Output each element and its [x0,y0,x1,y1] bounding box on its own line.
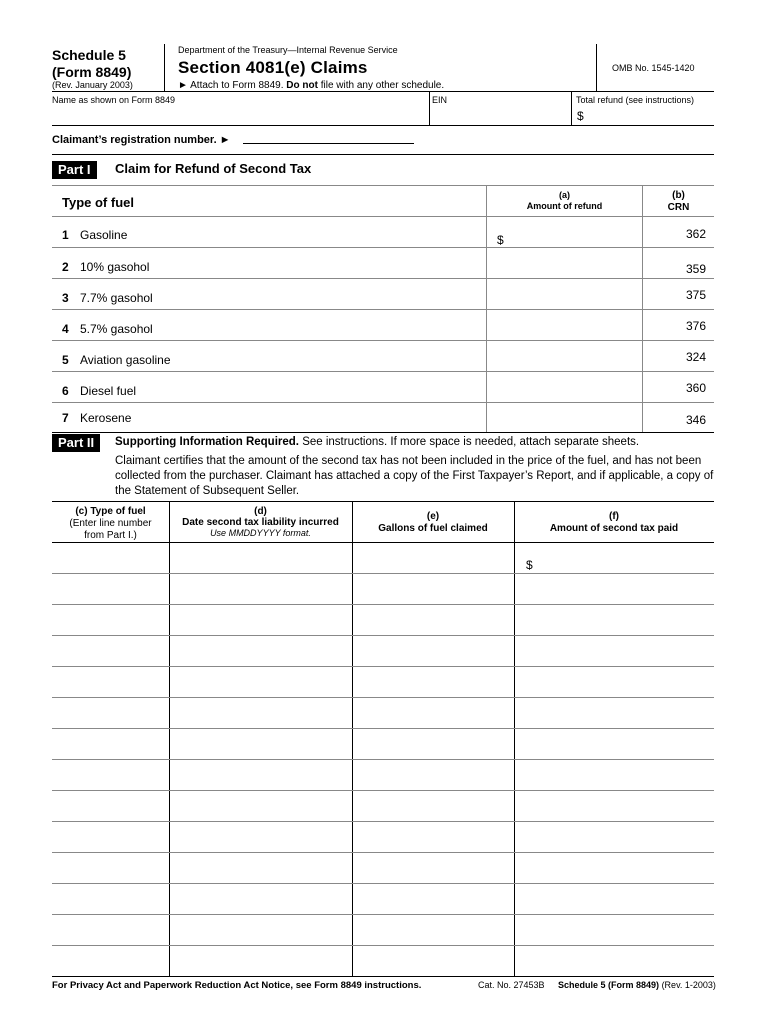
tax-paid-field[interactable] [516,637,712,664]
col-f-header [514,511,714,535]
part-1-header-rule [52,216,714,217]
row-rule [52,852,714,853]
gallons-field[interactable] [354,575,512,602]
header-rule [52,91,714,92]
col-e-title: Gallons of fuel claimed [378,523,488,534]
tax-paid-field[interactable] [516,544,712,571]
col-c-header [52,506,169,542]
fuel-label: Kerosene [80,411,132,425]
schedule-number: Schedule 5 [52,47,126,63]
header-divider-right [596,44,597,91]
name-field[interactable] [52,106,429,124]
crn-value: 324 [685,350,706,364]
total-refund-label: Total refund (see instructions) [576,95,695,105]
fuel-type-field[interactable] [54,792,167,819]
gallons-field[interactable] [354,823,512,850]
gallons-field[interactable] [354,885,512,912]
col-c-sub1: (Enter line number [69,518,152,529]
crn-value: 362 [685,227,706,241]
refund-amount-field[interactable] [488,311,640,339]
attach-suffix: file with any other schedule. [320,80,445,91]
fuel-type-field[interactable] [54,699,167,726]
col-f-letter: (f) [609,511,619,522]
info-rule [52,125,714,126]
part-2-bottom-rule [52,976,714,977]
fuel-label: 5.7% gasohol [80,322,153,336]
tax-paid-field[interactable] [516,823,712,850]
ein-field[interactable] [432,106,570,124]
tax-paid-field[interactable] [516,792,712,819]
col-f-title: Amount of second tax paid [549,523,679,534]
attach-instruction [178,80,444,91]
col-a-label: Amount of refund [526,201,603,211]
tax-paid-field[interactable] [516,854,712,881]
date-field[interactable] [171,544,350,571]
refund-amount-field[interactable] [488,404,640,431]
registration-rule [52,154,714,155]
total-refund-dollar: $ [577,109,584,123]
row-rule [52,309,714,310]
gallons-field[interactable] [354,699,512,726]
line-number: 1 [62,228,69,242]
crn-value: 359 [685,262,706,276]
line-number: 4 [62,322,69,336]
col-b-label: CRN [667,202,690,213]
tax-paid-field[interactable] [516,606,712,633]
row-rule [52,914,714,915]
row-rule [52,821,714,822]
info-divider-2 [571,91,572,125]
col-a-header [487,190,642,212]
footer-schedule-bold: Schedule 5 (Form 8849) [558,980,660,990]
row-rule [52,666,714,667]
info-divider-1 [429,91,430,125]
tax-paid-field[interactable] [516,699,712,726]
part-1-title: Claim for Refund of Second Tax [115,161,312,176]
col-b-header [643,190,714,214]
fuel-type-field[interactable] [54,637,167,664]
refund-amount-field[interactable] [488,249,640,277]
date-field[interactable] [171,637,350,664]
fuel-label: Aviation gasoline [80,353,171,367]
registration-field[interactable] [243,143,414,144]
row-rule [52,278,714,279]
row-rule [52,945,714,946]
refund-amount-field[interactable] [510,218,640,246]
part-1-top-rule [52,185,714,186]
part-2-title-bold: Supporting Information Required. [115,436,299,448]
part-2-title [115,436,639,448]
fuel-type-field[interactable] [54,575,167,602]
line-number: 3 [62,291,69,305]
part-2-table-top-rule [52,501,714,502]
row-rule [52,247,714,248]
date-field[interactable] [171,947,350,974]
refund-dollar: $ [497,233,504,247]
col-d-sub: Use MMDDYYYY format. [210,528,311,538]
gallons-field[interactable] [354,761,512,788]
tax-paid-field[interactable] [516,668,712,695]
date-field[interactable] [171,885,350,912]
date-field[interactable] [171,575,350,602]
gallons-field[interactable] [354,792,512,819]
type-of-fuel-heading: Type of fuel [62,195,134,210]
date-field[interactable] [171,730,350,757]
gallons-field[interactable] [354,668,512,695]
header-divider-left [164,44,165,91]
crn-value: 375 [685,288,706,302]
privacy-notice: For Privacy Act and Paperwork Reduction Act Notice, see Form 8849 instructions. [52,980,422,991]
fuel-label: Gasoline [80,228,128,242]
line-number: 5 [62,353,69,367]
date-field[interactable] [171,699,350,726]
fuel-type-field[interactable] [54,761,167,788]
part-2-title-rest: See instructions. If more space is needed, attach separate sheets. [302,436,640,448]
fuel-type-field[interactable] [54,823,167,850]
tax-paid-field[interactable] [516,916,712,943]
row-rule [52,604,714,605]
gallons-field[interactable] [354,606,512,633]
col-a-letter: (a) [559,190,570,200]
fuel-type-field[interactable] [54,885,167,912]
gallons-field[interactable] [354,730,512,757]
total-refund-field[interactable] [588,106,714,124]
catalog-number: Cat. No. 27453B [478,980,545,990]
row-rule [52,697,714,698]
row-rule [52,340,714,341]
date-field[interactable] [171,854,350,881]
crn-value: 376 [685,319,706,333]
date-field[interactable] [171,668,350,695]
tax-paid-field[interactable] [516,885,712,912]
refund-amount-field[interactable] [488,373,640,401]
fuel-label: 10% gasohol [80,260,150,274]
col-c-sub2: from Part I.) [84,530,137,541]
col-b-letter: (b) [672,190,685,201]
fuel-type-field[interactable] [54,730,167,757]
date-field[interactable] [171,792,350,819]
row-rule [52,728,714,729]
footer-schedule-rev: (Rev. 1-2003) [661,980,716,990]
row-rule [52,883,714,884]
part-2-badge: Part II [52,434,100,452]
date-field[interactable] [171,606,350,633]
row-rule [52,790,714,791]
col-e-letter: (e) [426,511,440,522]
fuel-type-field[interactable] [54,544,167,571]
date-field[interactable] [171,823,350,850]
footer-schedule [558,980,716,990]
gallons-field[interactable] [354,916,512,943]
date-field[interactable] [171,761,350,788]
refund-amount-field[interactable] [488,342,640,370]
fuel-type-field[interactable] [54,606,167,633]
attach-bold: Do not [286,80,318,91]
fuel-type-field[interactable] [54,854,167,881]
fuel-type-field[interactable] [54,947,167,974]
refund-amount-field[interactable] [488,280,640,308]
date-field[interactable] [171,916,350,943]
gallons-field[interactable] [354,854,512,881]
part-2-header-rule [52,542,714,543]
tax-paid-field[interactable] [516,730,712,757]
department-name: Department of the Treasury—Internal Revenue Service [178,45,398,55]
fuel-type-field[interactable] [54,668,167,695]
col-d-letter: (d) [254,506,267,517]
form-number: (Form 8849) [52,64,132,80]
part-1-bottom-rule [52,432,714,433]
gallons-field[interactable] [354,544,512,571]
row-rule [52,759,714,760]
col-c-title: (c) Type of fuel [75,506,146,517]
fuel-type-field[interactable] [54,916,167,943]
crn-value: 346 [685,413,706,427]
tax-paid-field[interactable] [516,575,712,602]
line-number: 2 [62,260,69,274]
revision-date: (Rev. January 2003) [52,80,133,90]
part-1-badge: Part I [52,161,97,179]
row-rule [52,402,714,403]
ein-label: EIN [432,95,448,105]
gallons-field[interactable] [354,947,512,974]
line-number: 6 [62,384,69,398]
col-d-header [169,506,352,539]
omb-number: OMB No. 1545-1420 [612,63,695,73]
row-rule [52,371,714,372]
row-rule [52,573,714,574]
row-rule [52,635,714,636]
gallons-field[interactable] [354,637,512,664]
fuel-label: Diesel fuel [80,384,137,398]
fuel-label: 7.7% gasohol [80,291,153,305]
tax-paid-field[interactable] [516,761,712,788]
col-d-title: Date second tax liability incurred [182,517,339,528]
registration-label: Claimant’s registration number. ► [52,134,231,146]
form-title: Section 4081(e) Claims [178,58,368,77]
col-e-header [352,511,514,535]
attach-prefix: ► Attach to Form 8849. [178,80,284,91]
certification-text: Claimant certifies that the amount of the second tax has not been included in the price of the fuel, and has not been collected from the purchaser. Claimant has attached a copy of the First Taxpayer’s Report, and if applicable, a copy of the Statement of Subsequent Seller. [115,455,714,497]
line-number: 7 [62,411,69,425]
crn-value: 360 [685,381,706,395]
name-label: Name as shown on Form 8849 [52,95,176,105]
tax-paid-field[interactable] [516,947,712,974]
part-2-dollar: $ [526,558,533,572]
